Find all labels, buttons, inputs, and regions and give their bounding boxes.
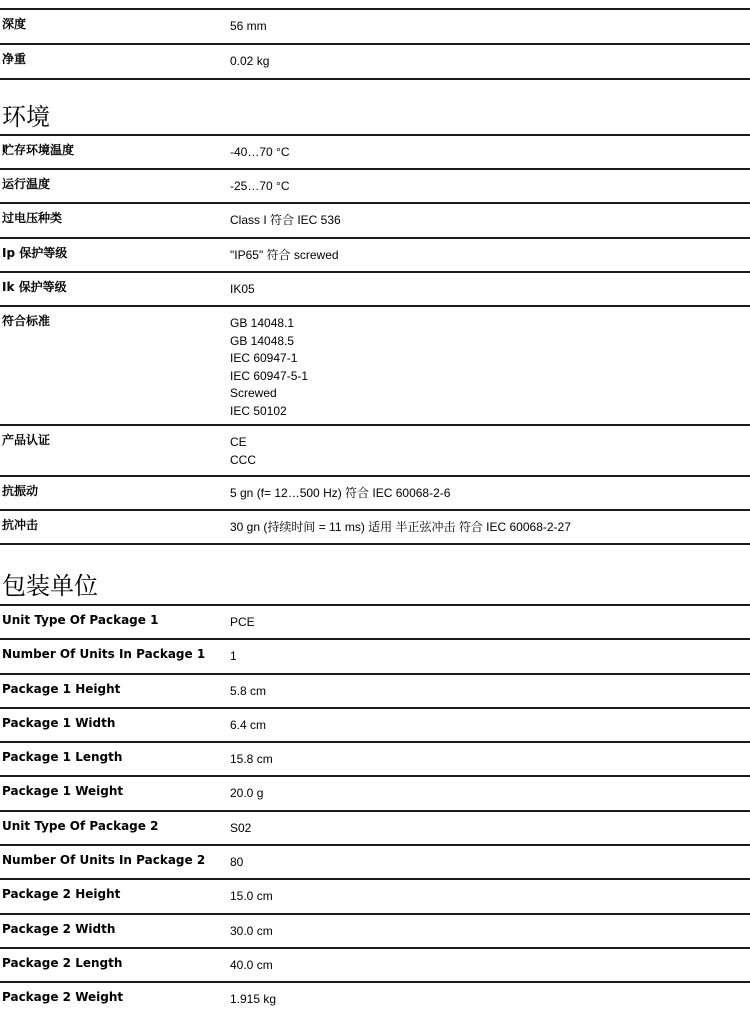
spec-label: Ip 保护等级: [2, 246, 68, 260]
dimensions-section: [0, 8, 750, 78]
spec-row: [0, 237, 750, 271]
spec-row: [0, 509, 750, 543]
spec-label: Package 1 Width: [2, 716, 116, 730]
spec-value: [230, 606, 750, 632]
spec-value-line: IEC 50102: [230, 403, 287, 418]
spec-label: Package 1 Length: [2, 750, 123, 764]
environment-section: [0, 134, 750, 543]
spec-row: [0, 878, 750, 913]
spec-value: [230, 640, 750, 666]
spec-sheet-page: [0, 8, 750, 1036]
spec-value: [230, 812, 750, 838]
spec-value: [230, 675, 750, 701]
packaging-section: [0, 604, 750, 1015]
spec-value-line: 80: [230, 855, 244, 869]
spec-value-line: 1.915 kg: [230, 992, 277, 1006]
spec-row: [0, 673, 750, 707]
spec-value-line: 6.4 cm: [230, 718, 267, 732]
spec-row: [0, 604, 750, 638]
spec-row: [0, 775, 750, 810]
spec-value: [230, 273, 750, 299]
spec-label: Number Of Units In Package 2: [2, 853, 206, 867]
spec-value: [230, 45, 750, 71]
spec-label: Package 2 Width: [2, 922, 116, 936]
spec-row: [0, 424, 750, 475]
spec-row: [0, 475, 750, 509]
spec-value-line: 20.0 g: [230, 786, 264, 800]
spec-value-line: 15.8 cm: [230, 752, 273, 766]
spec-label: Unit Type Of Package 2: [2, 819, 159, 833]
spec-value-line: 1: [230, 649, 237, 663]
spec-value-line: -40…70 °C: [230, 145, 290, 159]
spec-row: [0, 981, 750, 1015]
spec-row: [0, 707, 750, 741]
spec-value: [230, 10, 750, 36]
spec-value: [230, 511, 750, 537]
spec-row: [0, 202, 750, 237]
spec-label: 抗振动: [2, 484, 39, 498]
spec-row: [0, 947, 750, 981]
spec-label: 符合标准: [2, 314, 51, 328]
spec-value-line: CE: [230, 435, 247, 449]
spec-value: [230, 477, 750, 503]
spec-value-line: IEC 60947-5-1: [230, 368, 309, 383]
spec-value-line: 15.0 cm: [230, 889, 273, 903]
spec-label: Package 1 Weight: [2, 784, 124, 798]
spec-value-line: GB 14048.5: [230, 333, 295, 348]
packaging-heading: 包装单位: [0, 543, 750, 604]
spec-value: [230, 949, 750, 975]
spec-value-line: IK05: [230, 282, 255, 296]
spec-label: Package 2 Height: [2, 887, 121, 901]
spec-value-line: 30 gn (持续时间 = 11 ms) 适用 半正弦冲击 符合 IEC 60068-2-27: [230, 520, 571, 534]
spec-row: [0, 741, 750, 775]
environment-heading: 环境: [0, 78, 750, 134]
spec-row: [0, 134, 750, 168]
spec-value-line: 30.0 cm: [230, 924, 273, 938]
spec-value-line: PCE: [230, 615, 255, 629]
spec-row: [0, 305, 750, 424]
spec-value-line: GB 14048.1: [230, 316, 295, 330]
spec-value: [230, 880, 750, 906]
spec-label: Unit Type Of Package 1: [2, 613, 159, 627]
spec-value: [230, 426, 750, 469]
spec-value-line: "IP65" 符合 screwed: [230, 248, 339, 262]
spec-value: [230, 743, 750, 769]
spec-value-line: 0.02 kg: [230, 54, 270, 68]
spec-value: [230, 983, 750, 1009]
spec-value-line: -25…70 °C: [230, 179, 290, 193]
spec-label: 抗冲击: [2, 518, 39, 532]
spec-label: 运行温度: [2, 177, 51, 191]
spec-value: [230, 709, 750, 735]
spec-label: Package 2 Weight: [2, 990, 124, 1004]
spec-row: [0, 638, 750, 673]
spec-row: [0, 168, 750, 202]
spec-value-line: 5.8 cm: [230, 684, 267, 698]
spec-value: [230, 777, 750, 803]
spec-value-line: Class I 符合 IEC 536: [230, 213, 341, 227]
spec-value-line: Screwed: [230, 386, 277, 400]
spec-value-line: 56 mm: [230, 19, 267, 33]
spec-value: [230, 136, 750, 162]
spec-value: [230, 846, 750, 872]
spec-label: Package 2 Length: [2, 956, 123, 970]
spec-row: [0, 810, 750, 844]
spec-label: 贮存环境温度: [2, 143, 75, 157]
spec-value: [230, 307, 750, 420]
spec-label: Ik 保护等级: [2, 280, 67, 294]
spec-value: [230, 204, 750, 230]
spec-value-line: 5 gn (f= 12…500 Hz) 符合 IEC 60068-2-6: [230, 486, 451, 500]
spec-row: [0, 271, 750, 305]
spec-value-line: CCC: [230, 452, 256, 467]
spec-label: Number Of Units In Package 1: [2, 647, 206, 661]
spec-value: [230, 239, 750, 265]
spec-value: [230, 915, 750, 941]
spec-value-line: IEC 60947-1: [230, 351, 298, 365]
spec-value-line: 40.0 cm: [230, 958, 273, 972]
spec-row: [0, 844, 750, 878]
spec-label: 深度: [2, 17, 27, 31]
spec-value: [230, 170, 750, 196]
spec-label: 产品认证: [2, 433, 51, 447]
spec-label: 净重: [2, 52, 27, 66]
spec-value-line: S02: [230, 821, 252, 835]
spec-label: 过电压种类: [2, 211, 63, 225]
spec-row: [0, 43, 750, 78]
spec-label: Package 1 Height: [2, 682, 121, 696]
spec-row: [0, 8, 750, 43]
spec-row: [0, 913, 750, 947]
